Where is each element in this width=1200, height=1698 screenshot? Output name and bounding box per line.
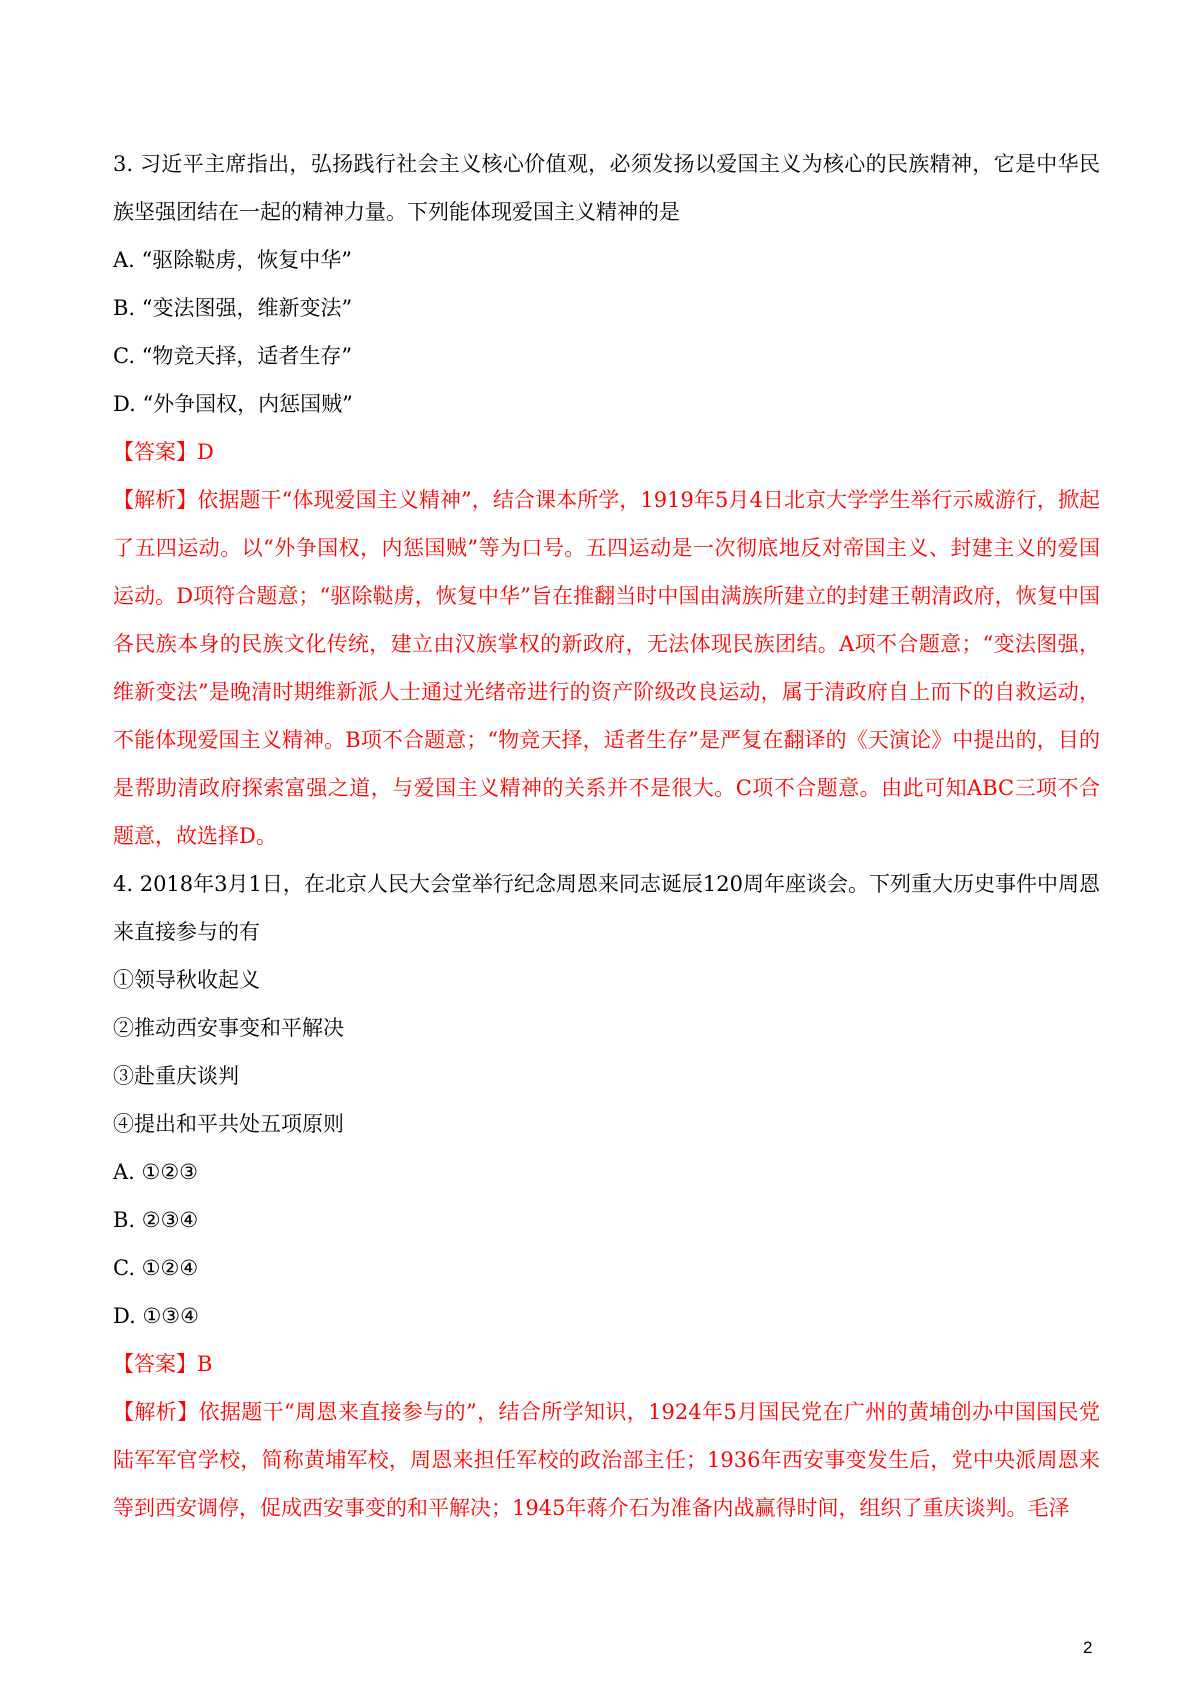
- question-4-option-b: B. ②③④: [113, 1208, 199, 1232]
- question-4-item-1: ①领导秋收起义: [113, 968, 260, 992]
- question-3-analysis: 【解析】依据题干“体现爱国主义精神”，结合课本所学，1919年5月4日北京大学学生举行示威游行，掀起了五四运动。以“外争国权，内惩国贼”等为口号。五四运动是一次彻底地反对帝国主义、封建主义的爱国运动。D项符合题意；“驱除鞑虏，恢复中华”旨在推翻当时中国由满族所建立的封建王朝清政府，恢复中国各民族本身的民族文化传统，建立由汉族掌权的新政府，无法体现民族团结。A项不合题意；“变法图强，维新变法”是晚清时期维新派人士通过光绪帝进行的资产阶级改良运动，属于清政府自上而下的自救运动，不能体现爱国主义精神。B项不合题意；“物竞天择，适者生存”是严复在翻译的《天演论》中提出的，目的是帮助清政府探索富强之道，与爱国主义精神的关系并不是很大。C项不合题意。由此可知ABC三项不合题意，故选择D。: [113, 488, 1100, 848]
- question-4-option-a: A. ①②③: [113, 1160, 198, 1184]
- question-4-option-d: D. ①③④: [113, 1304, 199, 1328]
- question-3-option-a: A. “驱除鞑虏，恢复中华”: [113, 248, 352, 272]
- question-4-answer: 【答案】B: [113, 1352, 213, 1376]
- question-4-stem: 4. 2018年3月1日，在北京人民大会堂举行纪念周恩来同志诞辰120周年座谈会。下列重大历史事件中周恩来直接参与的有: [113, 872, 1100, 944]
- question-4-analysis: 【解析】依据题干“周恩来直接参与的”，结合所学知识，1924年5月国民党在广州的黄埔创办中国国民党陆军军官学校，简称黄埔军校，周恩来担任军校的政治部主任；1936年西安事变发生后，党中央派周恩来等到西安调停，促成西安事变的和平解决；1945年蒋介石为准备内战赢得时间，组织了重庆谈判。毛泽: [113, 1400, 1100, 1520]
- question-4-item-3: ③赴重庆谈判: [113, 1064, 239, 1088]
- question-3-option-c: C. “物竞天择，适者生存”: [113, 344, 353, 368]
- question-3-option-d: D. “外争国权，内惩国贼”: [113, 392, 353, 416]
- question-3-option-b: B. “变法图强，维新变法”: [113, 296, 353, 320]
- question-3-stem: 3. 习近平主席指出，弘扬践行社会主义核心价值观，必须发扬以爱国主义为核心的民族精神，它是中华民族坚强团结在一起的精神力量。下列能体现爱国主义精神的是: [113, 152, 1100, 224]
- question-4-item-2: ②推动西安事变和平解决: [113, 1016, 344, 1040]
- question-4-option-c: C. ①②④: [113, 1256, 199, 1280]
- question-3-answer: 【答案】D: [113, 440, 214, 464]
- page-number: 2: [1083, 1638, 1093, 1657]
- document-page: [113, 140, 1100, 1532]
- question-4-item-4: ④提出和平共处五项原则: [113, 1112, 344, 1136]
